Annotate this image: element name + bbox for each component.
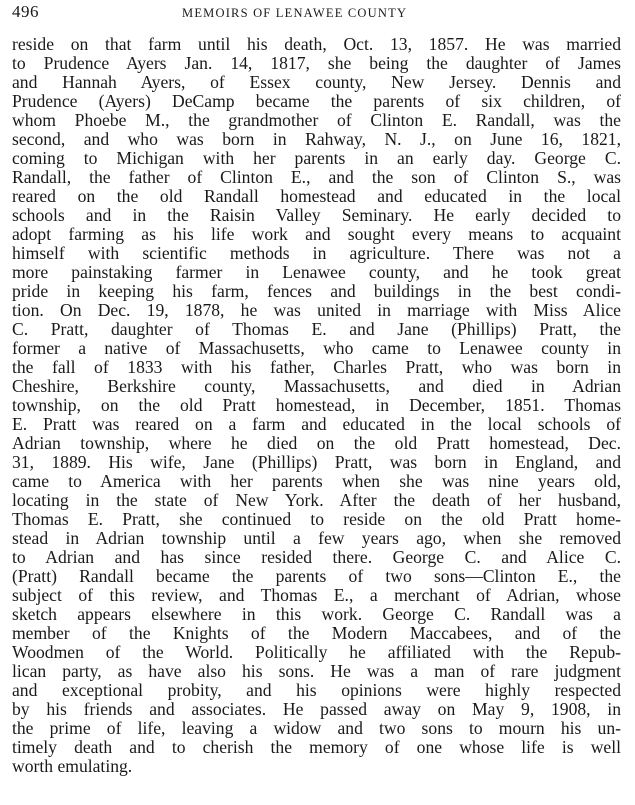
text-line: 31, 1889. His wife, Jane (Phillips) Pratt, was born in England, and [12, 453, 621, 472]
body-paragraph [12, 35, 621, 776]
text-line: locating in the state of New York. After the death of her husband, [12, 491, 621, 510]
text-line: C. Pratt, daughter of Thomas E. and Jane (Phillips) Pratt, the [12, 320, 621, 339]
text-line: sketch appears elsewhere in this work. George C. Randall was a [12, 605, 621, 624]
text-line: reared on the old Randall homestead and educated in the local [12, 187, 621, 206]
text-line: Adrian township, where he died on the old Pratt homestead, Dec. [12, 434, 621, 453]
text-line: Woodmen of the World. Politically he affiliated with the Repub- [12, 643, 621, 662]
text-line: lican party, as have also his sons. He was a man of rare judgment [12, 662, 621, 681]
page-header [12, 2, 622, 24]
text-line: and exceptional probity, and his opinions were highly respected [12, 681, 621, 700]
text-line: schools and in the Raisin Valley Seminary. He early decided to [12, 206, 621, 225]
text-line: coming to Michigan with her parents in an early day. George C. [12, 149, 621, 168]
text-line: township, on the old Pratt homestead, in December, 1851. Thomas [12, 396, 621, 415]
running-head: MEMOIRS OF LENAWEE COUNTY [182, 6, 408, 20]
text-line: stead in Adrian township until a few years ago, when she removed [12, 529, 621, 548]
page-number: 496 [12, 2, 39, 21]
text-line: whom Phoebe M., the grandmother of Clinton E. Randall, was the [12, 111, 621, 130]
text-line: the prime of life, leaving a widow and two sons to mourn his un- [12, 719, 621, 738]
text-line: timely death and to cherish the memory of one whose life is well [12, 738, 621, 757]
text-line: reside on that farm until his death, Oct. 13, 1857. He was married [12, 35, 621, 54]
text-line: Randall, the father of Clinton E., and the son of Clinton S., was [12, 168, 621, 187]
text-line: (Pratt) Randall became the parents of two sons—Clinton E., the [12, 567, 621, 586]
text-line: more painstaking farmer in Lenawee county, and he took great [12, 263, 621, 282]
text-line: the fall of 1833 with his father, Charles Pratt, who was born in [12, 358, 621, 377]
text-line: E. Pratt was reared on a farm and educated in the local schools of [12, 415, 621, 434]
text-line: adopt farming as his life work and sought every means to acquaint [12, 225, 621, 244]
text-line: subject of this review, and Thomas E., a merchant of Adrian, whose [12, 586, 621, 605]
text-line: worth emulating. [12, 757, 133, 776]
text-line: by his friends and associates. He passed away on May 9, 1908, in [12, 700, 621, 719]
text-line: to Adrian and has since resided there. George C. and Alice C. [12, 548, 621, 567]
text-line: and Hannah Ayers, of Essex county, New Jersey. Dennis and [12, 73, 621, 92]
text-line: Thomas E. Pratt, she continued to reside on the old Pratt home- [12, 510, 621, 529]
text-line: former a native of Massachusetts, who came to Lenawee county in [12, 339, 621, 358]
text-line: member of the Knights of the Modern Maccabees, and of the [12, 624, 621, 643]
text-line: Cheshire, Berkshire county, Massachusetts, and died in Adrian [12, 377, 621, 396]
text-line: came to America with her parents when she was nine years old, [12, 472, 621, 491]
text-line: Prudence (Ayers) DeCamp became the parents of six children, of [12, 92, 621, 111]
text-line: pride in keeping his farm, fences and buildings in the best condi- [12, 282, 621, 301]
text-line: himself with scientific methods in agriculture. There was not a [12, 244, 621, 263]
text-line: tion. On Dec. 19, 1878, he was united in marriage with Miss Alice [12, 301, 621, 320]
text-line: second, and who was born in Rahway, N. J., on June 16, 1821, [12, 130, 621, 149]
text-line: to Prudence Ayers Jan. 14, 1817, she being the daughter of James [12, 54, 621, 73]
